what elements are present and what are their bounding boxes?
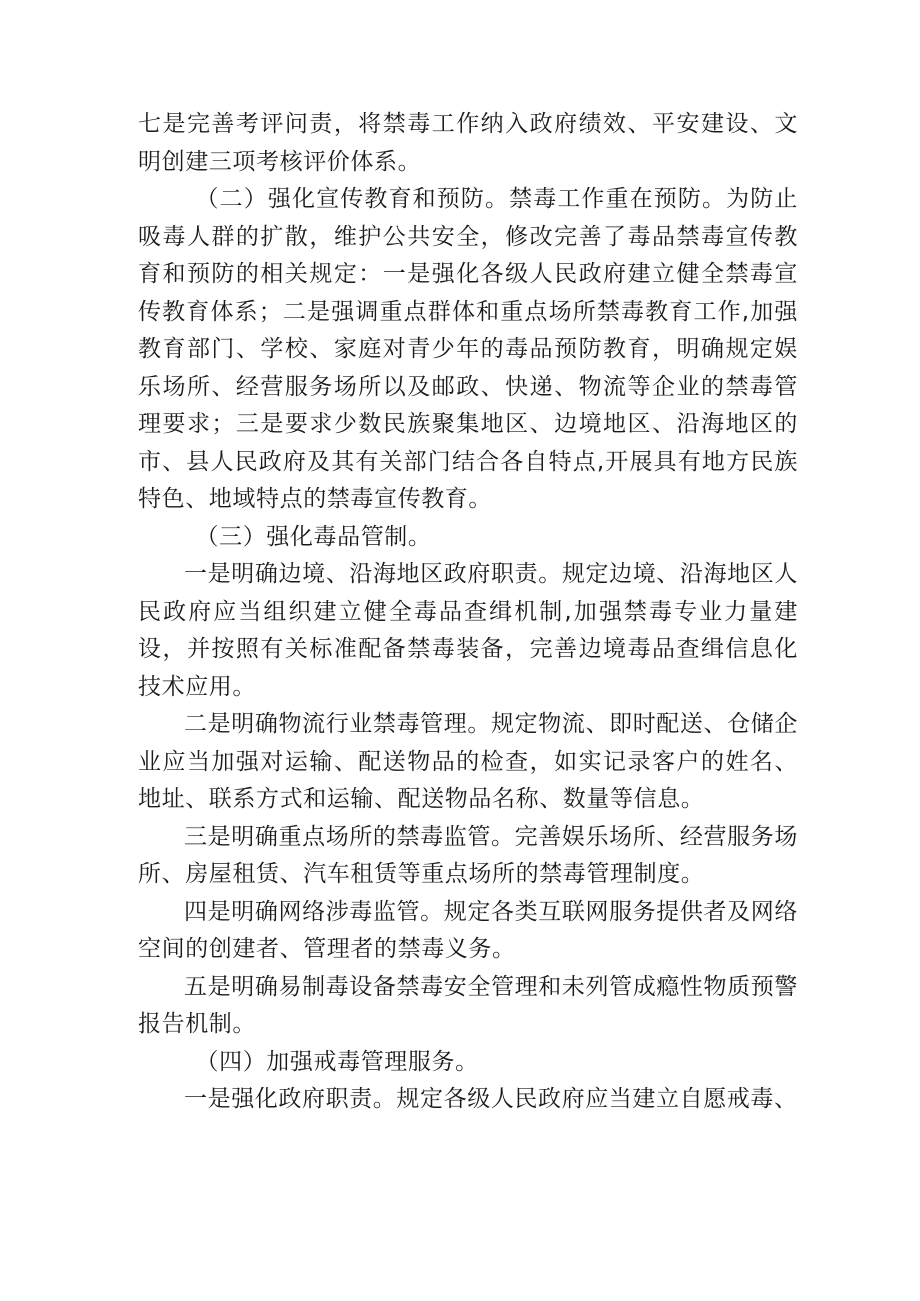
paragraph-logistics-management: 二是明确物流行业禁毒管理。规定物流、即时配送、仓储企业应当加强对运输、配送物品的检查，如实记录客户的姓名、地址、联系方式和运输、配送物品名称、数量等信息。 — [138, 711, 798, 812]
paragraph-network-supervision: 四是明确网络涉毒监管。规定各类互联网服务提供者及网络空间的创建者、管理者的禁毒义务。 — [138, 898, 798, 962]
paragraph-border-coastal-duties: 一是明确边境、沿海地区政府职责。规定边境、沿海地区人民政府应当组织建立健全毒品查缉机制,加强禁毒专业力量建设，并按照有关标准配备禁毒装备，完善边境毒品查缉信息化技术应用。 — [138, 561, 798, 700]
section-heading-propaganda-education: （二）强化宣传教育和预防。禁毒工作重在预防。为防止吸毒人群的扩散，维护公共安全，修改完善了毒品禁毒宣传教育和预防的相关规定：一是强化各级人民政府建立健全禁毒宣传教育体系；二是强调重点群体和重点场所禁毒教育工作,加强教育部门、学校、家庭对青少年的毒品预防教育，明确规定娱乐场所、经营服务场所以及邮政、快递、物流等企业的禁毒管理要求；三是要求少数民族聚集地区、边境地区、沿海地区的市、县人民政府及其有关部门结合各自特点,开展具有地方民族特色、地域特点的禁毒宣传教育。 — [138, 186, 798, 512]
paragraph-precursor-equipment: 五是明确易制毒设备禁毒安全管理和未列管成瘾性物质预警报告机制。 — [138, 973, 798, 1037]
paragraph-key-venues-supervision: 三是明确重点场所的禁毒监管。完善娱乐场所、经营服务场所、房屋租赁、汽车租赁等重点场所的禁毒管理制度。 — [138, 823, 798, 887]
paragraph-government-duties: 一是强化政府职责。规定各级人民政府应当建立自愿戒毒、 — [184, 1086, 798, 1112]
paragraph-item-7-evaluation: 七是完善考评问责，将禁毒工作纳入政府绩效、平安建设、文明创建三项考核评价体系。 — [138, 111, 798, 175]
section-heading-rehabilitation: （四）加强戒毒管理服务。 — [195, 1048, 479, 1075]
section-heading-drug-control: （三）强化毒品管制。 — [195, 523, 432, 550]
document-body — [138, 106, 798, 1119]
